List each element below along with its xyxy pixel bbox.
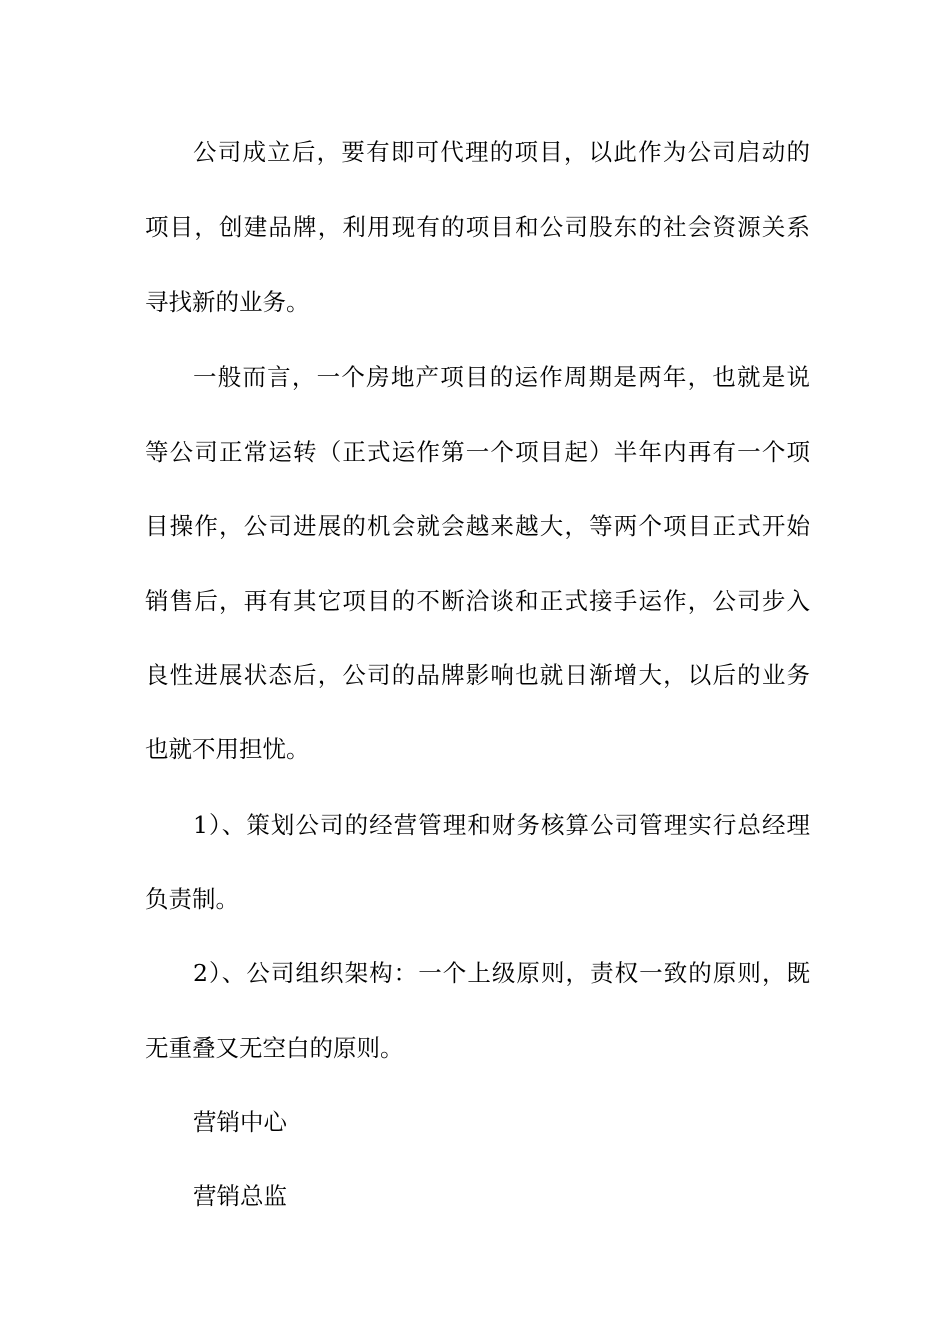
paragraph-4-line-2: 无重叠又无空白的原则。	[145, 1034, 404, 1062]
paragraph-3-line-2: 负责制。	[145, 885, 239, 913]
heading-marketing-center: 营销中心	[193, 1108, 287, 1136]
paragraph-2-line-4: 销售后，再有其它项目的不断洽谈和正式接手运作，公司步入	[145, 587, 810, 615]
paragraph-1-line-1: 公司成立后，要有即可代理的项目，以此作为公司启动的	[193, 138, 810, 166]
paragraph-2-line-6: 也就不用担忧。	[145, 735, 310, 763]
paragraph-4-line-1: 2）、公司组织架构：一个上级原则，责权一致的原则，既	[193, 959, 810, 987]
paragraph-1-line-2: 项目，创建品牌，利用现有的项目和公司股东的社会资源关系	[145, 213, 810, 241]
paragraph-2-line-1: 一般而言，一个房地产项目的运作周期是两年，也就是说	[193, 363, 810, 391]
heading-marketing-director: 营销总监	[193, 1182, 287, 1210]
paragraph-2-line-2: 等公司正常运转（正式运作第一个项目起）半年内再有一个项	[145, 438, 810, 466]
paragraph-1-line-3: 寻找新的业务。	[145, 288, 310, 316]
paragraph-2-line-5: 良性进展状态后，公司的品牌影响也就日渐增大，以后的业务	[145, 661, 810, 689]
paragraph-3-line-1: 1）、策划公司的经营管理和财务核算公司管理实行总经理	[193, 811, 810, 839]
paragraph-2-line-3: 目操作，公司进展的机会就会越来越大，等两个项目正式开始	[145, 512, 810, 540]
